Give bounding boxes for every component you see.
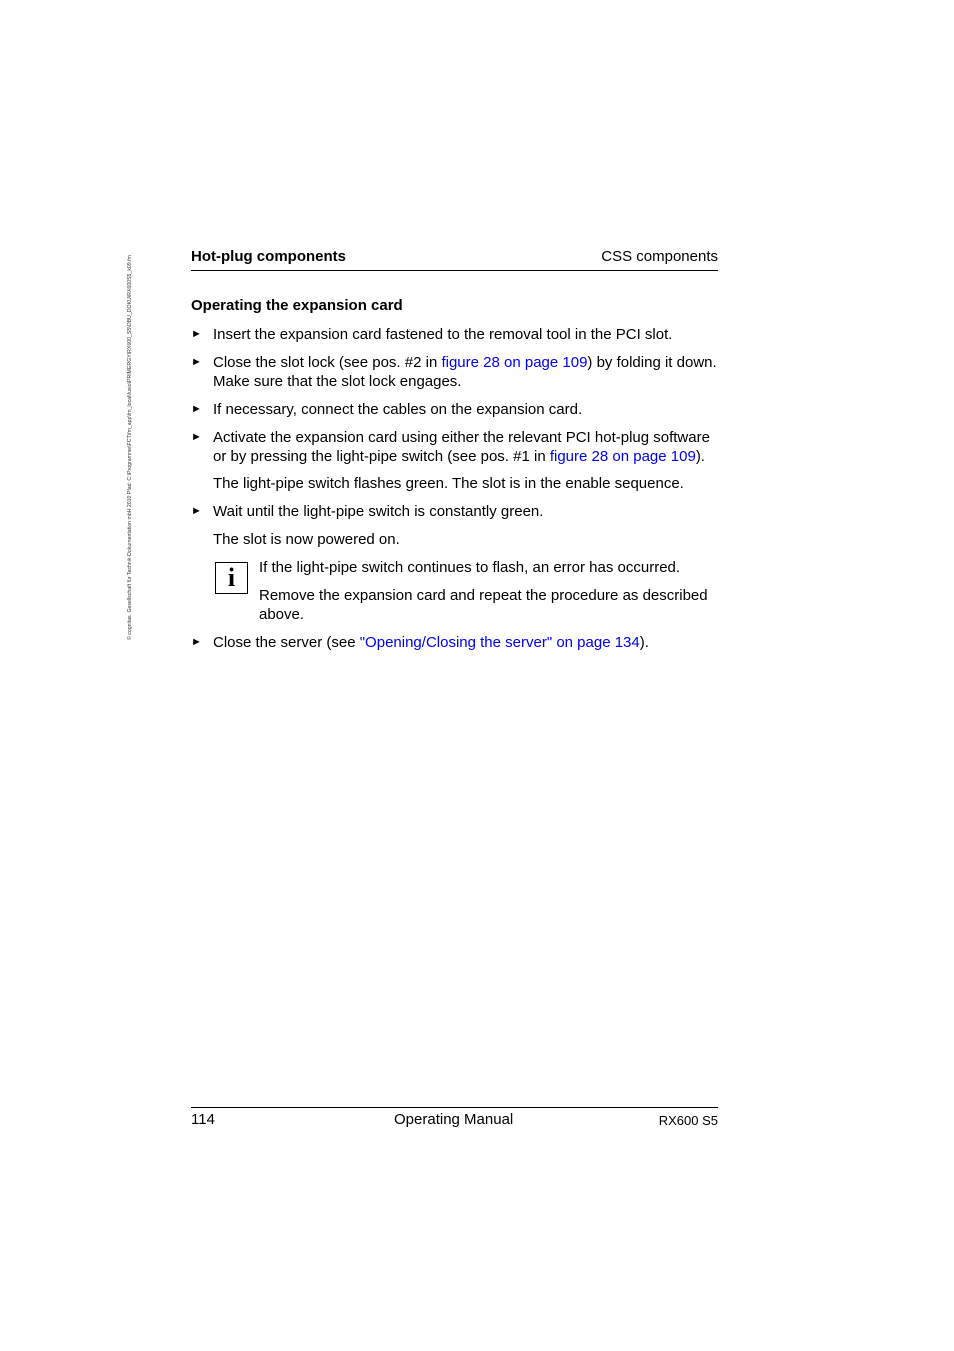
side-copyright-note bbox=[121, 240, 135, 640]
arrow-bullet-icon: ► bbox=[191, 356, 202, 368]
page-number: 114 bbox=[191, 1111, 215, 1128]
step-text: Activate the expansion card using either the relevant PCI hot-plug software or by pressing the light-pipe switch (see pos. #1 in figure 28 on page 109). bbox=[213, 429, 710, 465]
arrow-bullet-icon: ► bbox=[191, 403, 202, 415]
info-icon: i bbox=[215, 562, 248, 594]
step-text: Close the server (see "Opening/Closing the server" on page 134). bbox=[213, 634, 649, 651]
arrow-bullet-icon: ► bbox=[191, 505, 202, 517]
arrow-bullet-icon: ► bbox=[191, 328, 202, 340]
section-title: Operating the expansion card bbox=[191, 297, 403, 314]
header-chapter: Hot-plug components bbox=[191, 248, 346, 265]
footer-product: RX600 S5 bbox=[658, 1113, 718, 1128]
step-text: Close the slot lock (see pos. #2 in figure 28 on page 109) by folding it down. Make sure that the slot lock engages. bbox=[213, 354, 717, 390]
side-copyright-text: © cognitas. Gesellschaft für Technik-Dokumentation mbH 2010 Pfad: C:\Programme\FCT\fm_app\fm_local\fusio\PRIMERGY\RX600_S5\OBU_DOKU\RX600S5_k09.fm bbox=[127, 255, 133, 640]
page-footer bbox=[191, 1107, 718, 1130]
page-header bbox=[191, 248, 718, 271]
figure-link[interactable]: figure 28 on page 109 bbox=[441, 354, 588, 371]
header-section: CSS components bbox=[601, 248, 718, 265]
step-text: If necessary, connect the cables on the expansion card. bbox=[213, 401, 583, 418]
chapter-link[interactable]: "Opening/Closing the server" on page 134 bbox=[359, 634, 640, 651]
result-paragraph: The slot is now powered on. bbox=[213, 531, 400, 548]
step-text: Wait until the light-pipe switch is constantly green. bbox=[213, 503, 544, 520]
footer-manual-title: Operating Manual bbox=[394, 1111, 514, 1128]
step-text: Insert the expansion card fastened to the removal tool in the PCI slot. bbox=[213, 326, 673, 343]
arrow-bullet-icon: ► bbox=[191, 431, 202, 443]
info-note-text: If the light-pipe switch continues to flash, an error has occurred. bbox=[259, 559, 681, 576]
info-note-text: Remove the expansion card and repeat the procedure as described above. bbox=[259, 587, 708, 623]
arrow-bullet-icon: ► bbox=[191, 636, 202, 648]
result-paragraph: The light-pipe switch flashes green. The slot is in the enable sequence. bbox=[213, 475, 684, 492]
figure-link[interactable]: figure 28 on page 109 bbox=[549, 448, 696, 465]
